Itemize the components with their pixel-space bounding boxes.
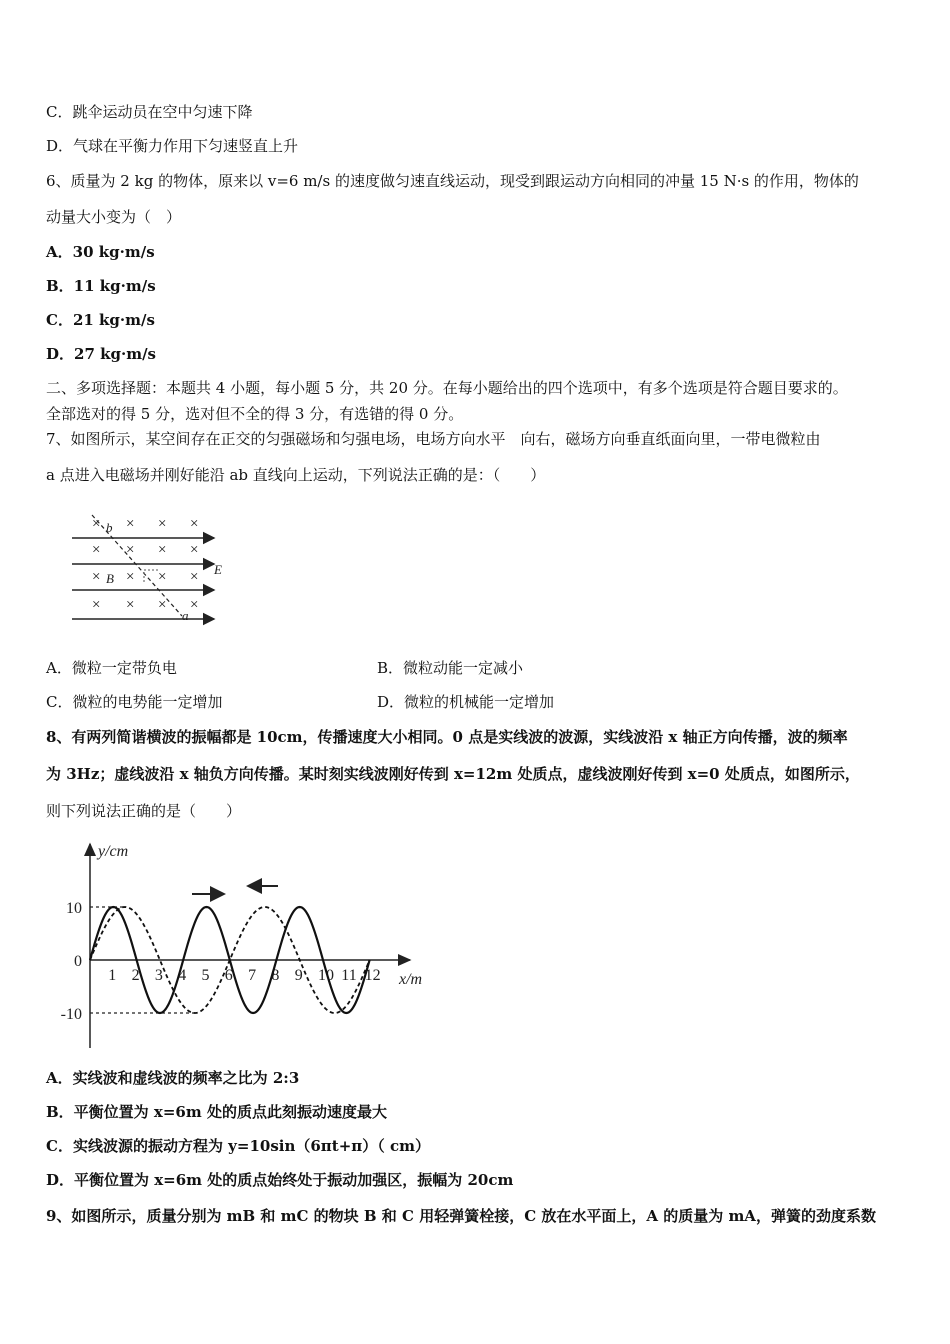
cross-mark: × [92, 569, 101, 585]
q5-option-d: D．气球在平衡力作用下匀速竖直上升 [46, 137, 299, 155]
q6-stem-line1: 6、质量为 2 kg 的物体，原来以 v=6 m/s 的速度做匀速直线运动，现受到跟运动方向相同的冲量 15 N·s 的作用，物体的 [46, 172, 859, 190]
q6-option-b: B．11 kg·m/s [46, 277, 156, 295]
q5-option-c: C．跳伞运动员在空中匀速下降 [46, 103, 253, 121]
q7-option-d: D．微粒的机械能一定增加 [377, 693, 555, 711]
x-axis-label: x/m [399, 971, 423, 988]
x-tick-label: 3 [154, 967, 163, 984]
q9-stem-line1: 9、如图所示，质量分别为 mB 和 mC 的物块 B 和 C 用轻弹簧栓接，C 放在水平面上，A 的质量为 mA，弹簧的劲度系数 [46, 1207, 876, 1225]
x-tick-label: 9 [294, 967, 303, 984]
x-tick-label: 5 [201, 967, 210, 984]
q8-wave-chart [44, 836, 444, 1052]
label-a: a [182, 608, 189, 623]
q6-option-c: C．21 kg·m/s [46, 311, 155, 329]
x-tick-label: 12 [364, 967, 381, 984]
x-tick-label: 6 [224, 967, 233, 984]
y-axis-label: y/cm [98, 843, 129, 860]
q7-field-figure [64, 508, 228, 626]
q6-option-a: A．30 kg·m/s [46, 243, 155, 261]
cross-mark: × [158, 516, 167, 532]
cross-mark: × [158, 569, 167, 585]
x-tick-label: 2 [131, 967, 140, 984]
q8-stem-line3: 则下列说法正确的是（ ） [46, 802, 242, 820]
q7-option-a: A．微粒一定带负电 [46, 659, 177, 677]
tick-labels [61, 900, 381, 1023]
y-tick-label: -10 [60, 1006, 82, 1023]
label-E: E [214, 562, 222, 577]
q8-stem-line2: 为 3Hz；虚线波沿 x 轴负方向传播。某时刻实线波刚好传到 x=12m 处质点，虚线波刚好传到 x=0 处质点，如图所示， [46, 765, 860, 783]
q6-option-d: D．27 kg·m/s [46, 345, 157, 363]
cross-mark: × [92, 516, 101, 532]
x-tick-label: 11 [341, 967, 357, 984]
label-B: B [106, 571, 114, 586]
x-tick-label: 8 [271, 967, 280, 984]
q8-option-d: D．平衡位置为 x=6m 处的质点始终处于振动加强区，振幅为 20cm [46, 1171, 514, 1189]
q8-option-b: B．平衡位置为 x=6m 处的质点此刻振动速度最大 [46, 1103, 387, 1121]
cross-mark: × [190, 569, 199, 585]
cross-mark: × [158, 597, 167, 613]
q8-stem-line1: 8、有两列简谐横波的振幅都是 10cm，传播速度大小相同。0 点是实线波的波源，实线波沿 x 轴正方向传播，波的频率 [46, 728, 848, 746]
cross-mark: × [92, 597, 101, 613]
cross-mark: × [92, 542, 101, 558]
q7-stem-line2: a 点进入电磁场并刚好能沿 ab 直线向上运动，下列说法正确的是：（ ） [46, 466, 546, 484]
cross-mark: × [126, 542, 135, 558]
section2-line1: 二、多项选择题：本题共 4 小题，每小题 5 分，共 20 分。在每小题给出的四个选项中，有多个选项是符合题目要求的。 [46, 379, 848, 397]
x-tick-label: 4 [178, 967, 187, 984]
cross-mark: × [126, 597, 135, 613]
x-tick-label: 10 [318, 967, 334, 984]
q8-option-a: A．实线波和虚线波的频率之比为 2:3 [46, 1069, 300, 1087]
cross-mark: × [190, 597, 199, 613]
cross-mark: × [158, 542, 167, 558]
q8-option-c: C．实线波源的振动方程为 y=10sin（6πt+π）（ cm） [46, 1137, 430, 1155]
q7-option-b: B．微粒动能一定减小 [377, 659, 524, 677]
x-tick-label: 1 [108, 967, 117, 984]
cross-mark: × [190, 516, 199, 532]
q7-stem-line1: 7、如图所示，某空间存在正交的匀强磁场和匀强电场，电场方向水平 向右，磁场方向垂直纸面向里，一带电微粒由 [46, 430, 821, 448]
y-tick-label: 0 [74, 953, 82, 970]
x-tick-label: 7 [248, 967, 257, 984]
y-tick-label: 10 [66, 900, 82, 917]
label-b: b [106, 520, 113, 535]
q7-option-c: C．微粒的电势能一定增加 [46, 693, 223, 711]
cross-mark: × [190, 542, 199, 558]
q6-stem-line2: 动量大小变为（ ） [46, 208, 182, 226]
cross-mark: × [126, 569, 135, 585]
section2-line2: 全部选对的得 5 分，选对但不全的得 3 分，有选错的得 0 分。 [46, 405, 464, 423]
cross-mark: × [126, 516, 135, 532]
